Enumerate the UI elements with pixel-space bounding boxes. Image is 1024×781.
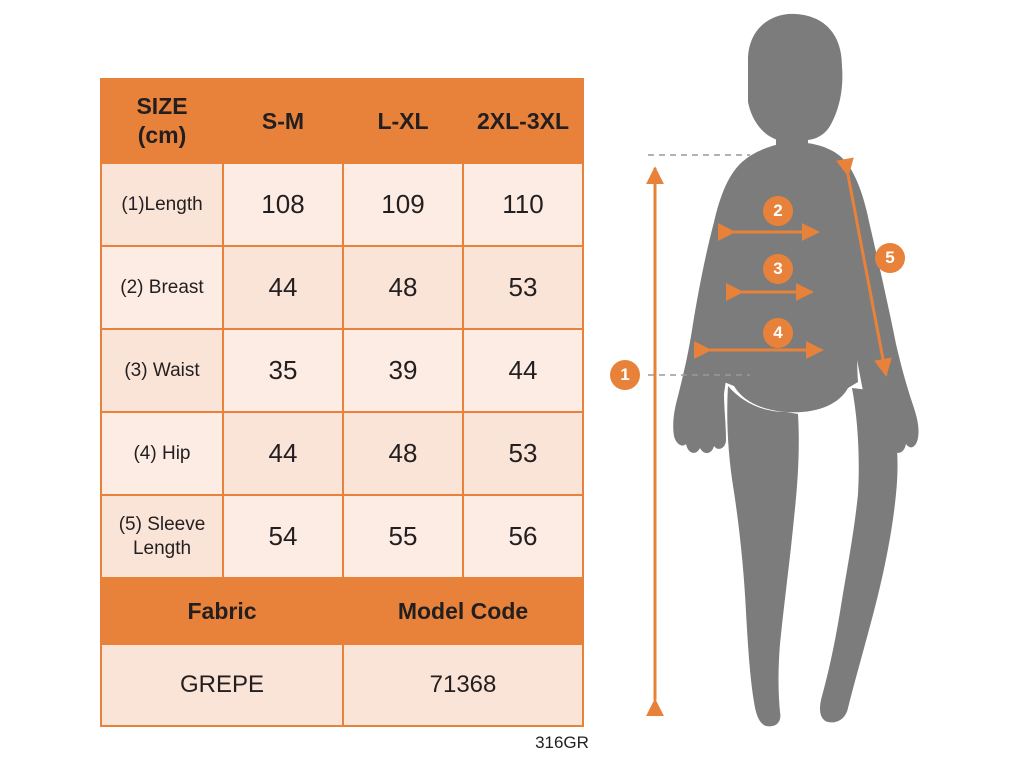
row-label-4: (5) Sleeve Length <box>101 495 223 578</box>
row-0-value-1: 109 <box>343 163 463 246</box>
header-column-2: 2XL-3XL <box>463 79 583 163</box>
row-4-value-1: 55 <box>343 495 463 578</box>
measurement-badge-5: 5 <box>875 243 905 273</box>
row-1-value-1: 48 <box>343 246 463 329</box>
size-chart-table <box>100 78 584 727</box>
fabric-value: GREPE <box>101 644 343 726</box>
row-label-2: (3) Waist <box>101 329 223 412</box>
measurement-badge-2: 2 <box>763 196 793 226</box>
female-silhouette <box>673 14 918 727</box>
row-label-3: (4) Hip <box>101 412 223 495</box>
header-column-0: S-M <box>223 79 343 163</box>
header-size-line2: (cm) <box>137 122 187 148</box>
row-1-value-2: 53 <box>463 246 583 329</box>
measurement-figure-panel <box>600 0 1024 781</box>
row-1-value-0: 44 <box>223 246 343 329</box>
row-4-value-2: 56 <box>463 495 583 578</box>
header-column-1: L-XL <box>343 79 463 163</box>
row-0-value-2: 110 <box>463 163 583 246</box>
header-size-label <box>101 79 223 163</box>
header-size-line1: SIZE <box>136 93 188 120</box>
table-header-row <box>101 79 583 163</box>
table-row <box>101 246 583 329</box>
table-row <box>101 412 583 495</box>
fabric-value-row <box>101 644 583 726</box>
measurement-badge-3: 3 <box>763 254 793 284</box>
row-0-value-0: 108 <box>223 163 343 246</box>
model-code-value: 71368 <box>343 644 583 726</box>
row-2-value-2: 44 <box>463 329 583 412</box>
row-3-value-2: 53 <box>463 412 583 495</box>
row-label-1: (2) Breast <box>101 246 223 329</box>
fabric-header-row <box>101 578 583 644</box>
row-2-value-0: 35 <box>223 329 343 412</box>
measurement-badge-4: 4 <box>763 318 793 348</box>
measurement-badge-1: 1 <box>610 360 640 390</box>
row-label-0: (1)Length <box>101 163 223 246</box>
row-3-value-0: 44 <box>223 412 343 495</box>
row-3-value-1: 48 <box>343 412 463 495</box>
female-silhouette-diagram <box>600 0 1024 781</box>
fabric-header-label: Fabric <box>101 578 343 644</box>
row-4-value-0: 54 <box>223 495 343 578</box>
model-code-header-label: Model Code <box>343 578 583 644</box>
table-row <box>101 163 583 246</box>
row-2-value-1: 39 <box>343 329 463 412</box>
table-row <box>101 329 583 412</box>
table-row <box>101 495 583 578</box>
model-id-text: 316GR <box>535 733 589 752</box>
